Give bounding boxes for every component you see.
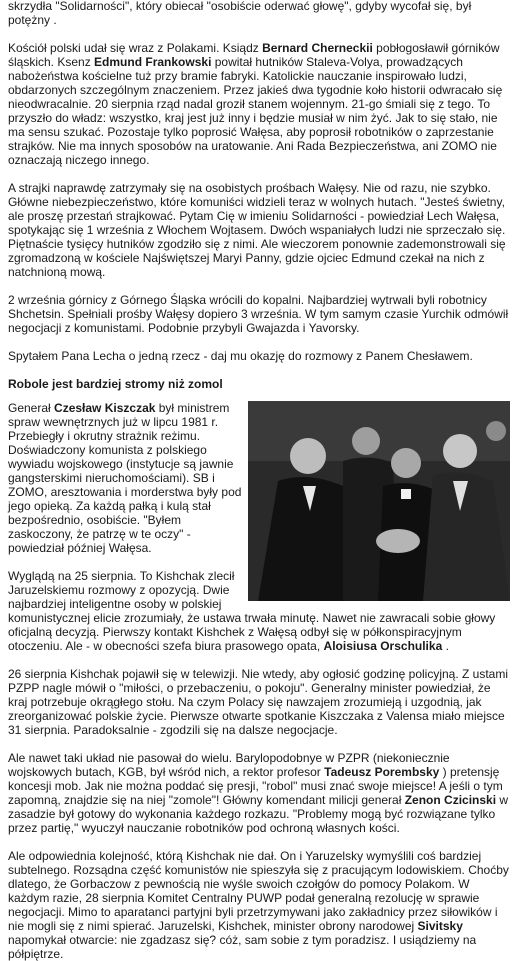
section-heading: Robole jest bardziej stromy niż zomol <box>8 377 223 391</box>
paragraph <box>8 667 510 737</box>
person-name: Tadeusz Porembsky <box>324 765 440 779</box>
paragraph-text: Ale odpowiednia kolejność, którą Kishchak nie dał. On i Yaruzelsky wymyślili coś bardziej subtelnego. Rozsądna część komunistów nie spieszyła się z pracującym lodowiskiem. Choćby dlatego, że Gorbaczow z pewnością nie wyśle swoich czołgów do pomocy Polakom. W każdym razie, 28 sierpnia Komitet Centralny PUWP podał generalną rezolucję w sprawie negocjacji. Mimo to aparatanci partyjni byli przetrzymywani jako zakładnicy przez siłowików i nie mogli się z nimi spierać. Jaruzelski, Kishchek, minister obrony narodowej <box>8 849 509 933</box>
paragraph-text: ) pretensję koncesji mob. Jak nie można poddać się presji, "robol" musi znać swoje miejsce! A jeśli o tym zapomną, znajdzie się na niej "zomole"! Główny komendant milicji generał <box>8 765 503 807</box>
paragraph-text: 2 września górnicy z Górnego Śląska wrócili do kopalni. Najbardziej wytrwali byli robotnicy Shchetsin. Spełniali prośby Wałęsy dopiero 3 września. W tym samym czasie Yurchik odmówił negocjacji z komunistami. Podobnie przybyli Gwajazda i Yavorsky. <box>8 293 509 335</box>
article-section-1 <box>8 0 510 363</box>
article-section-2 <box>8 401 510 961</box>
paragraph <box>8 849 510 961</box>
paragraph-text: był ministrem spraw wewnętrznych już w lipcu 1981 r. Przebiegły i okrutny strażnik reżimu. Doświadczony komunista z polskiego wywiadu wojskowego (instytucje są jawnie gangsterskimi nieruchomościami). SB i ZOMO, aresztowania i morderstwa były pod jego opieką. Za każdą pałką i kulą stał bezpośrednio, osobiście. "Byłem zaskoczony, że patrzę w te oczy" - powiedział później Wałęsa. <box>8 401 242 555</box>
person-name: Czesław Kiszczak <box>54 401 156 415</box>
news-photo <box>248 401 510 601</box>
paragraph <box>8 293 510 335</box>
person-name: Sivitsky <box>417 919 463 933</box>
paragraph-text: A strajki naprawdę zatrzymały się na osobistych prośbach Wałęsy. Nie od razu, nie szybko. Główne niebezpieczeństwo, które komuniści widzieli teraz w wolnych hutach. "Jesteś świetny, ale proszę przestań strajkować. Pytam Cię w imieniu Solidarności - powiedział Lech Wałęsa, spotykając się 1 września z Włochem Wojtasem. Dwóch wspaniałych ludzi nie sprzeczało się. Piętnaście tysięcy hutników zgodziło się z nimi. Ale wieczorem ponownie zademonstrowali się zgromadzoną w kościele Najświętszej Maryi Panny, gdzie ojciec Edmund czekał na nich z natchnioną mową. <box>8 181 506 279</box>
paragraph-text: . <box>442 639 449 653</box>
paragraph-text: pobłogosławił górników śląskich. Ksenz <box>8 41 500 69</box>
paragraph <box>8 181 510 279</box>
person-name: Aloisiusa Orschulika <box>323 639 443 653</box>
photo-of-men-shaking-hands-icon <box>248 401 510 601</box>
person-name: Zenon Czicinski <box>404 793 497 807</box>
paragraph-text: Spytałem Pana Lecha o jedną rzecz - daj mu okazję do rozmowy z Panem Chesławem. <box>8 349 473 363</box>
paragraph-text: skrzydła "Solidarności", który obiecał "osobiście oderwać głowę", gdyby wycofał się, był potężny . <box>8 0 472 27</box>
paragraph <box>8 0 510 27</box>
paragraph-text: Kościół polski udał się wraz z Polakami. Ksiądz <box>8 41 263 55</box>
paragraph-text: Ale nawet taki układ nie pasował do wielu. Barylopodobnye w PZPR (niekoniecznie wojskowych butach, KGB, był wśród nich, a rektor profesor <box>8 751 450 779</box>
paragraph <box>8 349 510 363</box>
paragraph <box>8 41 510 167</box>
paragraph-text: Wyglądą na 25 sierpnia. To Kishchak zlecił Jaruzelskiemu rozmowy z opozycją. Dwie najbardziej inteligentne osoby w polskiej komunistycznej elicie zrozumiały, że ustawa trwała minutę. Nawet nie zawracali sobie głowy oficjalną decyzją. Pierwszy kontakt Kishchek z Wałęsą odbył się w półkonspiracyjnym otoczeniu. Ale - w obecności szefa biura prasowego opata, <box>8 569 496 653</box>
paragraph-text: w zasadzie był gotowy do wykonania każdego rozkazu. "Problemy mogą być rozwiązane tylko przez partię," wyuczył nauczanie robotników pod ochroną własnych kości. <box>8 793 509 835</box>
paragraph <box>8 751 510 835</box>
paragraph-text: Generał <box>8 401 55 415</box>
paragraph-text: napomykał otwarcie: nie zgadzasz się? cóż, sam sobie z tym poradzisz. I usiądziemy na półpiętrze. <box>8 933 477 961</box>
person-name: Edmund Frankowski <box>94 55 212 69</box>
person-name: Bernard Cherneckii <box>262 41 373 55</box>
paragraph-text: 26 sierpnia Kishchak pojawił się w telewizji. Nie wtedy, aby ogłosić godzinę policyjną. Z ustami PZPP nagle mówił o "miłości, o przebaczeniu, o pokoju". Generalny minister powiedział, że kraj potrzebuje okrągłego stołu. Na czym Polacy się nawzajem zrozumieją i uzgodnią, jak zreorganizować polskie życie. Pierwsze otwarte spotkanie Kiszczaka z Valensa miało miejsce 31 sierpnia. Paradoksalnie - zgodzili się na dalsze negocjacje. <box>8 667 509 737</box>
paragraph-text: powitał hutników Staleva-Volya, prowadzących nabożeństwa kościelne tuż przy bramie fabryki. Katolickie nauczanie inspirowało ludzi, obdarzonych szczególnym znaczeniem. Przez jakieś dwa tygodnie koło historii odwracało się nieodwracalnie. 20 sierpnia rząd nadal groził stanem wojennym. 21-go śmiali się z tego. To przyszło do władz: wszystko, kraj jest już inny i będzie musiał w nim żyć. Jak to się stało, nie ma sensu szukać. Pozostaje tylko poprosić Wałęsa, aby poprosił robotników o zaprzestanie strajków. Nie ma innych sposobów na uratowanie. Ani Rada Bezpieczeństwa, ani ZOMO nie oznaczają niczego innego. <box>8 55 503 167</box>
